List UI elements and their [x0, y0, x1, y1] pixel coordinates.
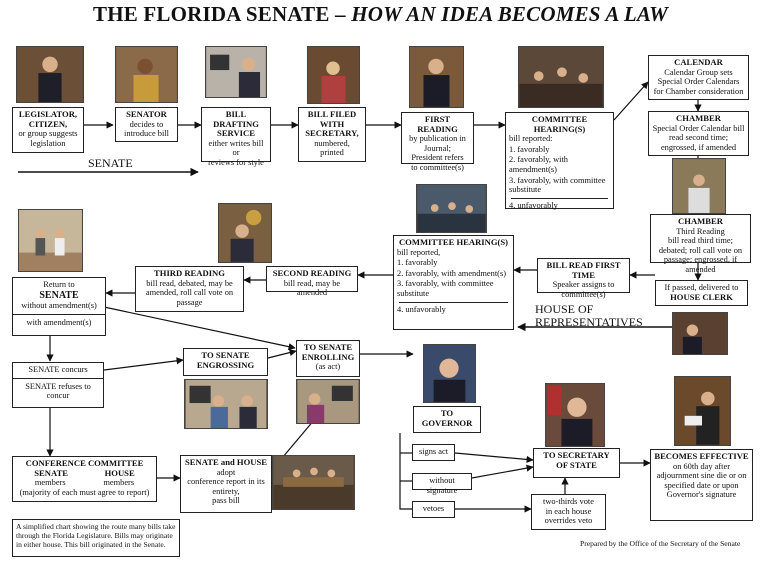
step-senate-concurs: SENATE concurs SENATE refuses to concur: [12, 362, 104, 408]
committee-house-option: 2. favorably, with amendment(s): [397, 268, 506, 278]
step-third-reading: THIRD READING bill read, debated, may be amended, roll call vote on passage: [135, 266, 244, 312]
photo-effective: [674, 376, 731, 446]
option-signs: signs act: [412, 444, 455, 461]
step-adopt-report: SENATE and HOUSE adopt conference report in its entirety, pass bill: [180, 455, 272, 513]
photo-engrossing: [184, 379, 268, 429]
step-two-thirds: two-thirds vote in each house overrides veto: [531, 494, 606, 530]
photo-first-reading: [409, 46, 464, 108]
photo-committee-senate: [518, 46, 604, 108]
step-committee-house: COMMITTEE HEARING(S) bill reported, 1. favorably 2. favorably, with amendment(s) 3. favorably, with committee substitute 4. unfavorably: [393, 235, 514, 330]
photo-return-senate: [18, 209, 83, 272]
photo-governor: [423, 344, 476, 403]
photo-filed: [307, 46, 360, 104]
step-bill-filed: BILL FILED WITH SECRETARY, numbered, printed: [298, 107, 366, 162]
step-calendar: CALENDAR Calendar Group sets Special Order Calendars for Chamber consideration: [648, 55, 749, 100]
step-bill-drafting: BILL DRAFTING SERVICE either writes bill or reviews for style: [201, 107, 271, 162]
photo-house-speaker: [218, 203, 272, 263]
senate-label: SENATE: [88, 156, 133, 170]
photo-chamber: [672, 158, 726, 214]
photo-conference: [272, 455, 355, 510]
step-house-first-reading: BILL READ FIRST TIME Speaker assigns to committee(s): [537, 258, 630, 293]
step-enrolling: TO SENATE ENROLLING (as act): [296, 340, 360, 377]
photo-legislator: [16, 46, 84, 103]
photo-house-floor: [672, 312, 728, 355]
prepared-by: Prepared by the Office of the Secretary of the Senate: [580, 539, 741, 548]
photo-drafting: [205, 46, 267, 98]
photo-senator: [115, 46, 178, 103]
step-first-reading: FIRST READING by publication in Journal; President refers to committee(s): [401, 112, 474, 164]
step-governor: TO GOVERNOR: [413, 406, 481, 433]
photo-secretary-state: [545, 383, 605, 447]
step-senator: SENATOR decides to introduce bill: [115, 107, 178, 142]
photo-enrolling: [296, 379, 360, 424]
committee-house-option: 1. favorably: [397, 258, 438, 268]
page-title: THE FLORIDA SENATE – HOW AN IDEA BECOMES A LAW: [92, 2, 669, 26]
step-legislator: LEGISLATOR, CITIZEN, or group suggests legislation: [12, 107, 84, 153]
step-chamber-second: CHAMBER Special Order Calendar bill read second time; engrossed, if amended: [648, 111, 749, 156]
step-committee-senate: COMMITTEE HEARING(S) bill reported: 1. favorably 2. favorably, with amendment(s) 3. favorably, with committee substitute 4. unfavorably: [505, 112, 614, 209]
step-secretary-state: TO SECRETARY OF STATE: [533, 448, 620, 478]
committee-senate-option: 1. favorably: [509, 144, 550, 154]
committee-senate-option: 2. favorably, with amendment(s): [509, 155, 568, 174]
committee-house-option: 3. favorably, with committee substitute: [397, 279, 494, 298]
house-label: HOUSE OF REPRESENTATIVES: [535, 302, 643, 329]
photo-committee-house: [416, 184, 487, 233]
step-return-senate: Return to SENATE without amendment(s) with amendment(s): [12, 277, 106, 336]
step-chamber-third: CHAMBER Third Reading bill read third time; debated; roll call vote on passage; engrossed, if amended: [650, 214, 751, 263]
step-second-reading: SECOND READING bill read, may be amended: [266, 266, 358, 292]
step-house-clerk: If passed, delivered to HOUSE CLERK: [655, 280, 748, 306]
option-vetoes: vetoes: [412, 501, 455, 518]
option-without-signature: without signature: [412, 473, 472, 490]
chart-note: A simplified chart showing the route many bills take through the Florida Legislature. Bills may originate in either house. This bill originated in the Senate.: [12, 519, 180, 557]
step-engrossing: TO SENATE ENGROSSING: [183, 348, 268, 376]
step-becomes-effective: BECOMES EFFECTIVE on 60th day after adjournment sine die or on specified date or upon Governor's signature: [650, 449, 753, 521]
committee-senate-option: 3. favorably, with committee substitute: [509, 175, 606, 195]
step-conference-committee: CONFERENCE COMMITTEE SENATE HOUSE members members (majority of each must agree to report): [12, 456, 157, 502]
